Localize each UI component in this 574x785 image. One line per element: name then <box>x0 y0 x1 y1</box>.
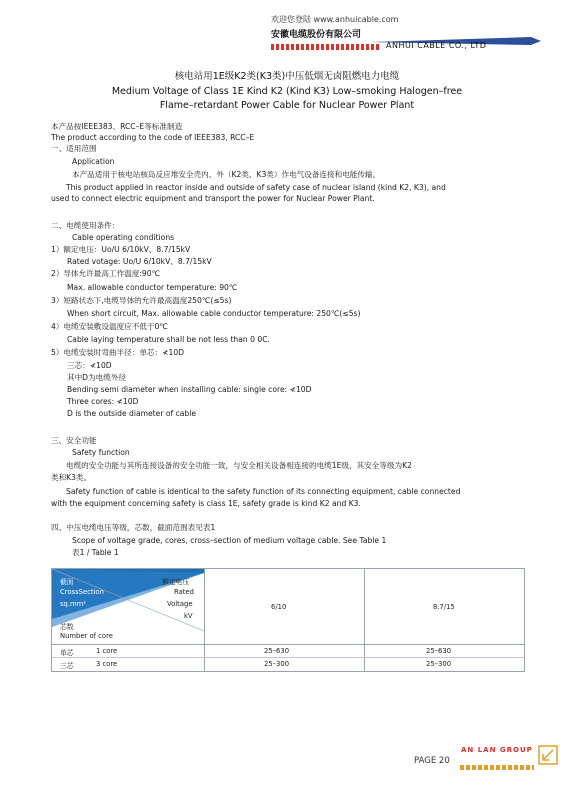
footer-page-number: PAGE 20 <box>414 756 450 766</box>
table-row2-en: 3 core <box>96 660 118 668</box>
s2-heading-cn: 二、电缆使用条件： <box>51 221 120 230</box>
s4-heading-cn: 四、中压电缆电压等级，芯数，截面范围表见表1 <box>51 523 216 532</box>
table-hdr-cs-unit: sq.mm² <box>60 600 86 608</box>
table-divider <box>364 569 365 671</box>
table-divider <box>204 569 205 671</box>
s3-heading-cn: 三、安全功能 <box>51 436 97 445</box>
table-col-6-10: 6/10 <box>271 603 287 611</box>
header-company-cn: 安徽电缆股份有限公司 <box>271 30 362 40</box>
s1-heading-en: Application <box>72 157 115 166</box>
header-stripe-bar <box>271 44 381 50</box>
table-col-8-7-15: 8.7/15 <box>433 603 455 611</box>
s2-item5-note-cn: 其中D为电缆外径 <box>67 373 127 382</box>
s1-para-en-1: This product applied in reactor inside and outside of safety case of nuclear island (kind K2, K3), and <box>66 183 446 192</box>
table-hdr-cs-cn: 截面 <box>60 578 74 586</box>
table-divider <box>52 657 524 658</box>
s1-heading-cn: 一、适用范围 <box>51 144 97 153</box>
spec-table <box>51 568 525 672</box>
s1-para-cn: 本产品适用于核电站核岛反应堆安全壳内、外（K2类、K3类）作电气设备连接和电能传输。 <box>72 170 381 179</box>
table-row1-en: 1 core <box>96 647 118 655</box>
header-company-en: ANHUI CABLE CO., LTD <box>386 41 487 50</box>
s2-item5-en-2: Three cores: ≮10D <box>67 397 139 406</box>
table-hdr-rv-cn: 额定电压 <box>162 578 190 586</box>
table-row2-cn: 三芯 <box>60 662 74 670</box>
footer-brand: AN LAN GROUP <box>461 746 533 754</box>
table-label: 表1 / Table 1 <box>72 548 119 557</box>
table-hdr-core-cn: 芯数 <box>60 623 74 631</box>
s2-item5-en-1: Bending semi diameter when installing cable: single core: ≮10D <box>67 385 312 394</box>
s3-para-en-1: Safety function of cable is identical to the safety function of its connecting equipment, cable connected <box>66 487 461 496</box>
s2-item2-en: Max. allowable conductor temperature: 90℃ <box>67 283 238 292</box>
table-hdr-cs-en: CrossSection <box>60 588 104 596</box>
table-row1-v1: 25–630 <box>264 647 290 655</box>
s2-item5-cn: 5）电缆安装时弯曲半径：单芯：≮10D <box>51 348 185 357</box>
s2-item1-en: Rated votage: Uo/U 6/10kV、8.7/15kV <box>67 257 212 266</box>
s2-item3-en: When short circuit, Max. allowable cable conductor temperature: 250℃(≤5s) <box>67 309 361 318</box>
s2-item5-three-core: 三芯：≮10D <box>67 361 112 370</box>
s2-item4-cn: 4）电缆安装敷设温度应不低于0℃ <box>51 322 168 331</box>
s4-heading-en: Scope of voltage grade, cores, cross–section of medium voltage cable. See Table 1 <box>72 536 387 545</box>
title-en-line2: Flame–retardant Power Cable for Nuclear Power Plant <box>159 100 415 111</box>
table-row1-cn: 单芯 <box>60 649 74 657</box>
s2-item5-en-3: D is the outside diameter of cable <box>67 409 197 418</box>
intro-cn: 本产品按IEEE383、RCC–E等标准制造 <box>51 122 183 131</box>
s3-heading-en: Safety function <box>72 448 130 457</box>
s2-item2-cn: 2）导体允许最高工作温度:90℃ <box>51 269 161 278</box>
table-hdr-rv-en1: Rated <box>174 588 194 596</box>
s2-item1-cn: 1）额定电压：Uo/U 6/10kV、8.7/15kV <box>51 245 191 254</box>
footer-stripe-bar <box>460 765 534 770</box>
s2-item3-cn: 3）短路状态下,电缆导体的允许最高温度250℃(≤5s) <box>51 296 232 305</box>
s3-para-en-2: with the equipment concerning safety is class 1E, safety grade is kind K2 and K3. <box>51 499 361 508</box>
table-hdr-core-en: Number of core <box>60 632 113 640</box>
table-hdr-rv-unit: kV <box>184 612 193 620</box>
s1-para-en-2: used to connect electric equipment and transport the power for Nuclear Power Plant. <box>51 194 375 203</box>
footer-logo-icon <box>538 745 558 765</box>
table-row1-v2: 25–630 <box>426 647 452 655</box>
s3-para-cn-2: 类和K3类。 <box>51 473 92 482</box>
title-cn: 核电站用1E级K2类(K3类)中压低烟无卤阻燃电力电缆 <box>174 71 400 82</box>
table-row2-v1: 25–300 <box>264 660 290 668</box>
header-website[interactable]: 欢迎您登陆 www.anhuicable.com <box>271 15 399 24</box>
table-row2-v2: 25–300 <box>426 660 452 668</box>
table-divider <box>52 644 524 645</box>
s2-heading-en: Cable operating conditions <box>72 233 175 242</box>
s2-item4-en: Cable laying temperature shall be not less than 0 0C. <box>67 335 270 344</box>
s3-para-cn-1: 电缆的安全功能与其所连接设备的安全功能一致，与安全相关设备相连接的电缆1E级，其安全等级为K2 <box>66 461 412 470</box>
intro-en: The product according to the code of IEEE383, RCC–E <box>51 133 255 142</box>
table-hdr-rv-en2: Voltage <box>167 600 193 608</box>
title-en-line1: Medium Voltage of Class 1E Kind K2 (Kind K3) Low–smoking Halogen–free <box>111 86 463 97</box>
